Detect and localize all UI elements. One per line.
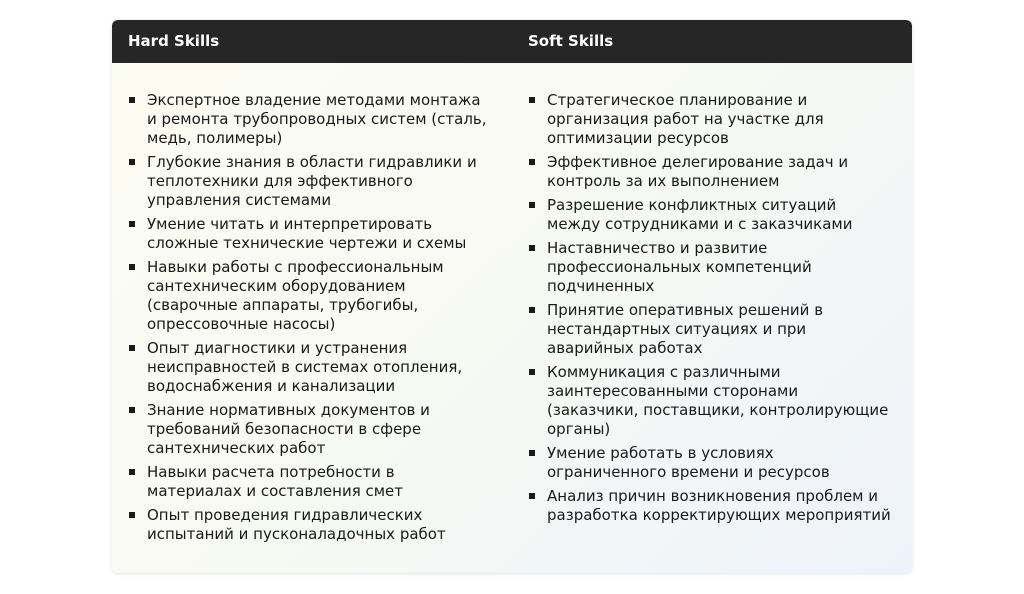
list-item-text: Умение работать в условиях ограниченного времени и ресурсов — [547, 444, 830, 481]
list-item-text: Экспертное владение методами монтажа и ремонта трубопроводных систем (сталь, медь, полимеры) — [147, 91, 487, 147]
list-item — [128, 463, 492, 501]
list-item-text: Глубокие знания в области гидравлики и теплотехники для эффективного управления системами — [147, 153, 477, 209]
bullet-square-icon — [129, 345, 135, 351]
list-item-text: Навыки расчета потребности в материалах и составления смет — [147, 463, 404, 500]
bullet-square-icon — [129, 512, 135, 518]
list-item-text: Коммуникация с различными заинтересованными сторонами (заказчики, поставщики, контролирующие органы) — [547, 363, 889, 438]
bullet-square-icon — [129, 159, 135, 165]
list-item — [128, 91, 492, 148]
list-item — [128, 506, 492, 544]
bullet-square-icon — [529, 493, 535, 499]
list-item — [528, 153, 892, 191]
list-item — [128, 215, 492, 253]
soft-skills-column — [512, 63, 912, 549]
list-item-text: Эффективное делегирование задач и контроль за их выполнением — [547, 153, 849, 190]
list-item — [528, 239, 892, 296]
list-item-text: Стратегическое планирование и организация работ на участке для оптимизации ресурсов — [547, 91, 824, 147]
bullet-square-icon — [129, 469, 135, 475]
soft-skills-list — [528, 91, 892, 525]
list-item-text: Умение читать и интерпретировать сложные технические чертежи и схемы — [147, 215, 467, 252]
list-item — [128, 153, 492, 210]
list-item — [128, 339, 492, 396]
bullet-square-icon — [529, 369, 535, 375]
bullet-square-icon — [129, 407, 135, 413]
bullet-square-icon — [529, 97, 535, 103]
list-item — [528, 487, 892, 525]
bullet-square-icon — [129, 264, 135, 270]
list-item-text: Принятие оперативных решений в нестандартных ситуациях и при аварийных работах — [547, 301, 824, 357]
list-item-text: Навыки работы с профессиональным сантехническим оборудованием (сварочные аппараты, трубогибы, опрессовочные насосы) — [147, 258, 444, 333]
list-item-text: Анализ причин возникновения проблем и разработка корректирующих мероприятий — [547, 487, 891, 524]
table-header — [112, 20, 912, 63]
bullet-square-icon — [529, 202, 535, 208]
list-item — [528, 91, 892, 148]
table-body — [112, 63, 912, 549]
bullet-square-icon — [529, 307, 535, 313]
list-item-text: Разрешение конфликтных ситуаций между сотрудниками и с заказчиками — [547, 196, 853, 233]
list-item — [128, 258, 492, 334]
list-item — [528, 196, 892, 234]
list-item-text: Знание нормативных документов и требований безопасности в сфере сантехнических работ — [147, 401, 430, 457]
hard-skills-column — [112, 63, 512, 549]
bullet-square-icon — [129, 221, 135, 227]
list-item-text: Наставничество и развитие профессиональных компетенций подчиненных — [547, 239, 812, 295]
list-item — [528, 301, 892, 358]
list-item — [128, 401, 492, 458]
list-item-text: Опыт диагностики и устранения неисправностей в системах отопления, водоснабжения и канализации — [147, 339, 463, 395]
skills-table — [112, 20, 912, 573]
bullet-square-icon — [529, 159, 535, 165]
list-item — [528, 444, 892, 482]
soft-skills-header: Soft Skills — [528, 32, 614, 50]
list-item-text: Опыт проведения гидравлических испытаний и пусконаладочных работ — [147, 506, 446, 543]
bullet-square-icon — [529, 450, 535, 456]
hard-skills-header: Hard Skills — [128, 32, 220, 50]
bullet-square-icon — [529, 245, 535, 251]
bullet-square-icon — [129, 97, 135, 103]
hard-skills-list — [128, 91, 492, 544]
list-item — [528, 363, 892, 439]
